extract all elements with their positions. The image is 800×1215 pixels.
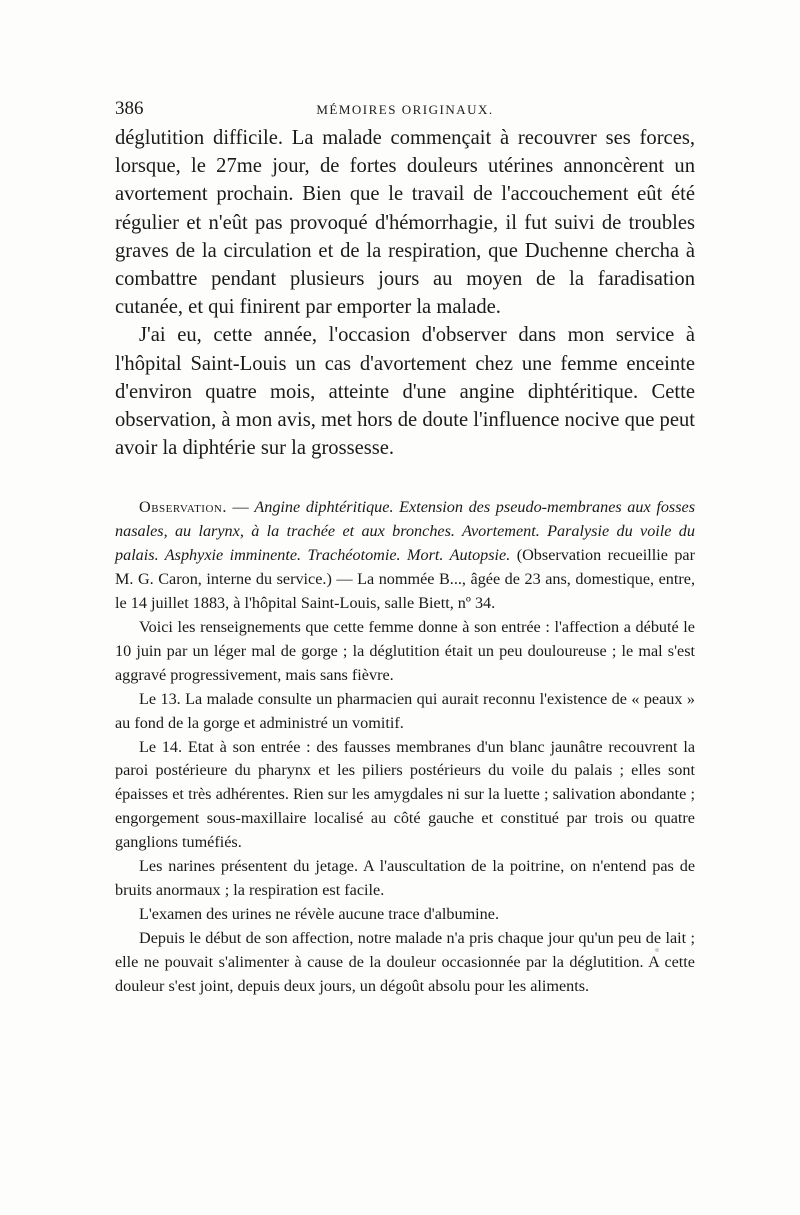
observation-paragraph: Le 14. Etat à son entrée : des fausses membranes d'un blanc jaunâtre recouvrent la paroi postérieure du pharynx et les piliers postérieurs du voile du palais ; elles sont épaisses et très adhérentes. Rien sur les amygdales ni sur la luette ; salivation abondante ; engorgement sous-maxillaire localisé au côté gauche et constitué par trois ou quatre ganglions tuméfiés. — [115, 737, 695, 852]
observation-paragraph: L'examen des urines ne révèle aucune trace d'albumine. — [139, 904, 499, 923]
observation-title: Angine diphtéritique. Extension des pseudo-membranes aux fosses nasales, au larynx, à la trachée et aux bronches. Avortement. Paralysie du voile du palais. Asphyxie imminente. Trachéotomie. Mort. Autopsie. — [115, 498, 695, 565]
paper-speck — [655, 948, 659, 952]
section-gap — [115, 462, 695, 496]
book-page — [115, 98, 695, 998]
observation-section — [115, 496, 695, 998]
page-header — [115, 98, 695, 124]
paragraph: J'ai eu, cette année, l'occasion d'observer dans mon service à l'hôpital Saint-Louis un cas d'avortement chez une femme enceinte d'environ quatre mois, atteinte d'une angine diphtéritique. Cette observation, à mon avis, met hors de doute l'influence nocive que peut avoir la diphtérie sur la grossesse. — [115, 324, 695, 460]
page-number: 386 — [115, 98, 144, 119]
observation-dash: — — [226, 498, 255, 517]
main-text — [115, 124, 695, 462]
observation-heading — [115, 496, 695, 616]
running-head: MÉMOIRES ORIGINAUX. — [316, 102, 494, 117]
observation-paragraph: Depuis le début de son affection, notre malade n'a pris chaque jour qu'un peu de lait ; elle ne pouvait s'alimenter à cause de la douleur occasionnée par la déglutition. A cette douleur s'est joint, depuis deux jours, un dégoût absolu pour les aliments. — [115, 928, 695, 995]
observation-paragraph: Voici les renseignements que cette femme donne à son entrée : l'affection a débuté le 10 juin par un léger mal de gorge ; la déglutition était un peu douloureuse ; le mal s'est aggravé progressivement, mais sans fièvre. — [115, 617, 695, 684]
observation-label: Observation. — [139, 498, 227, 517]
observation-intro: (Observation recueillie par M. G. Caron, interne du service.) — La nommée B..., âgée de 23 ans, domestique, entre, le 14 juillet 1883, à l'hôpital Saint-Louis, salle Biett, nº 34. — [115, 546, 695, 613]
observation-paragraph: Les narines présentent du jetage. A l'auscultation de la poitrine, on n'entend pas de bruits anormaux ; la respiration est facile. — [115, 857, 695, 899]
paragraph: déglutition difficile. La malade commençait à recouvrer ses forces, lorsque, le 27me jour, de fortes douleurs utérines annoncèrent un avortement prochain. Bien que le travail de l'accouchement eût été régulier et n'eût pas provoqué d'hémorrhagie, il fut suivi de troubles graves de la circulation et de la respiration, que Duchenne chercha à combattre pendant plusieurs jours au moyen de la faradisation cutanée, et qui finirent par emporter la malade. — [115, 127, 695, 319]
observation-paragraph: Le 13. La malade consulte un pharmacien qui aurait reconnu l'existence de « peaux » au fond de la gorge et administré un vomitif. — [115, 689, 695, 732]
